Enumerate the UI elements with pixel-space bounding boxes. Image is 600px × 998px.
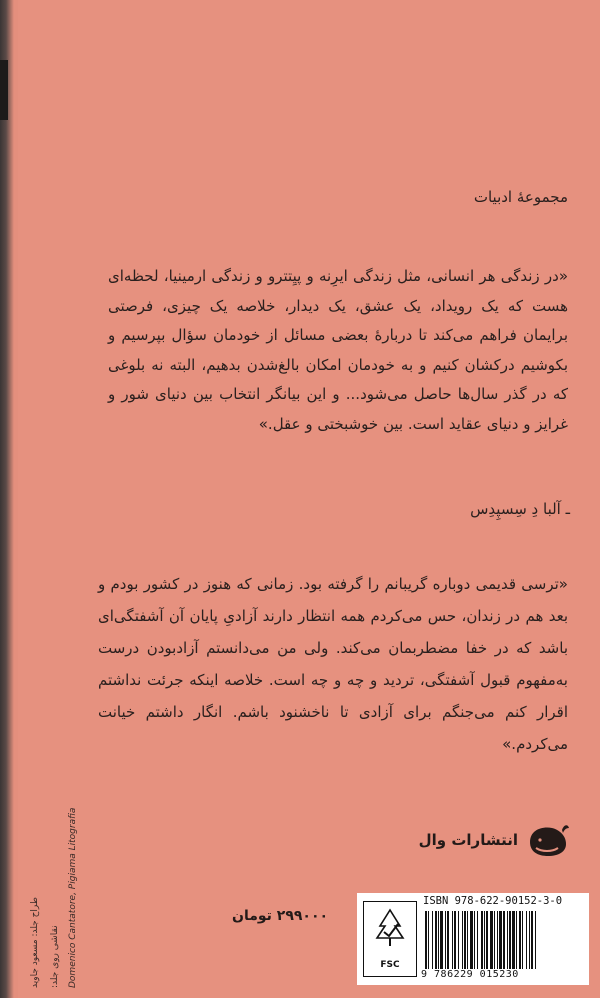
whale-icon	[526, 820, 570, 860]
publisher-name: انتشارات وال	[418, 831, 518, 849]
quote-first: «در زندگی هر انسانی، مثل زندگی ایرِنه و پیِتترو و زندگی ارمینیا، لحظه‌ای هست که یک رویداد، یک عشق، یک دیدار، خلاصه یک چیزی، فرصتی برایمان فراهم می‌کند تا دربارهٔ بعضی مسائل از خودمان سؤال بپرسیم و بکوشیم درکشان کنیم و به خودمان امکان بالغ‌شدن بدهیم، البته نه بلوغی که در گذر سال‌ها حاصل می‌شود... و این بیانگر انتخاب بین دنیای شور و غرایز و دنیای عقاید است. بین خوشبختی و عقل.»	[108, 267, 568, 433]
credit-painting: نقاشی روی جلد:	[50, 925, 60, 988]
price-label: ۲۹۹۰۰۰ تومان	[232, 908, 329, 924]
series-label: مجموعهٔ ادبیات	[473, 188, 568, 206]
barcode-digits: 9 786229 015230	[421, 969, 519, 980]
barcode	[423, 911, 583, 969]
credit-artist: Domenico Cantatore, Pigiama Litografia	[68, 807, 78, 988]
quote-attribution: ـ آلبا دِ سِسپِدِس	[470, 500, 570, 518]
credit-designer: طراح جلد: مسعود جاوید	[30, 896, 40, 988]
spine-edge	[0, 0, 14, 998]
publisher-block	[419, 820, 570, 860]
fsc-label: FSC	[380, 960, 400, 970]
spine-notch	[0, 60, 8, 120]
barcode-panel	[357, 893, 589, 985]
tree-check-icon	[364, 902, 416, 952]
fsc-logo	[363, 901, 417, 977]
isbn-number: ISBN 978-622-90152-3-0	[423, 895, 563, 907]
cover-credits	[22, 807, 142, 988]
quote-second: «ترسی قدیمی دوباره گریبانم را گرفته بود. زمانی که هنوز در کشور بودم و بعد هم در زندان، حس می‌کردم همه انتظار دارند آزادیِ پایان آن آشفتگی‌ای باشد که در خفا مضطربمان می‌کند. ولی من می‌دانستم آزادبودن درست به‌مفهوم قبول آشفتگی، تردید و چه و چه است. خلاصه اینکه جرئت نداشتم اقرار کنم می‌جنگم برای آزادی تا ناخشنود باشم. انگار داشتم خیانت می‌کردم.»	[98, 575, 568, 753]
